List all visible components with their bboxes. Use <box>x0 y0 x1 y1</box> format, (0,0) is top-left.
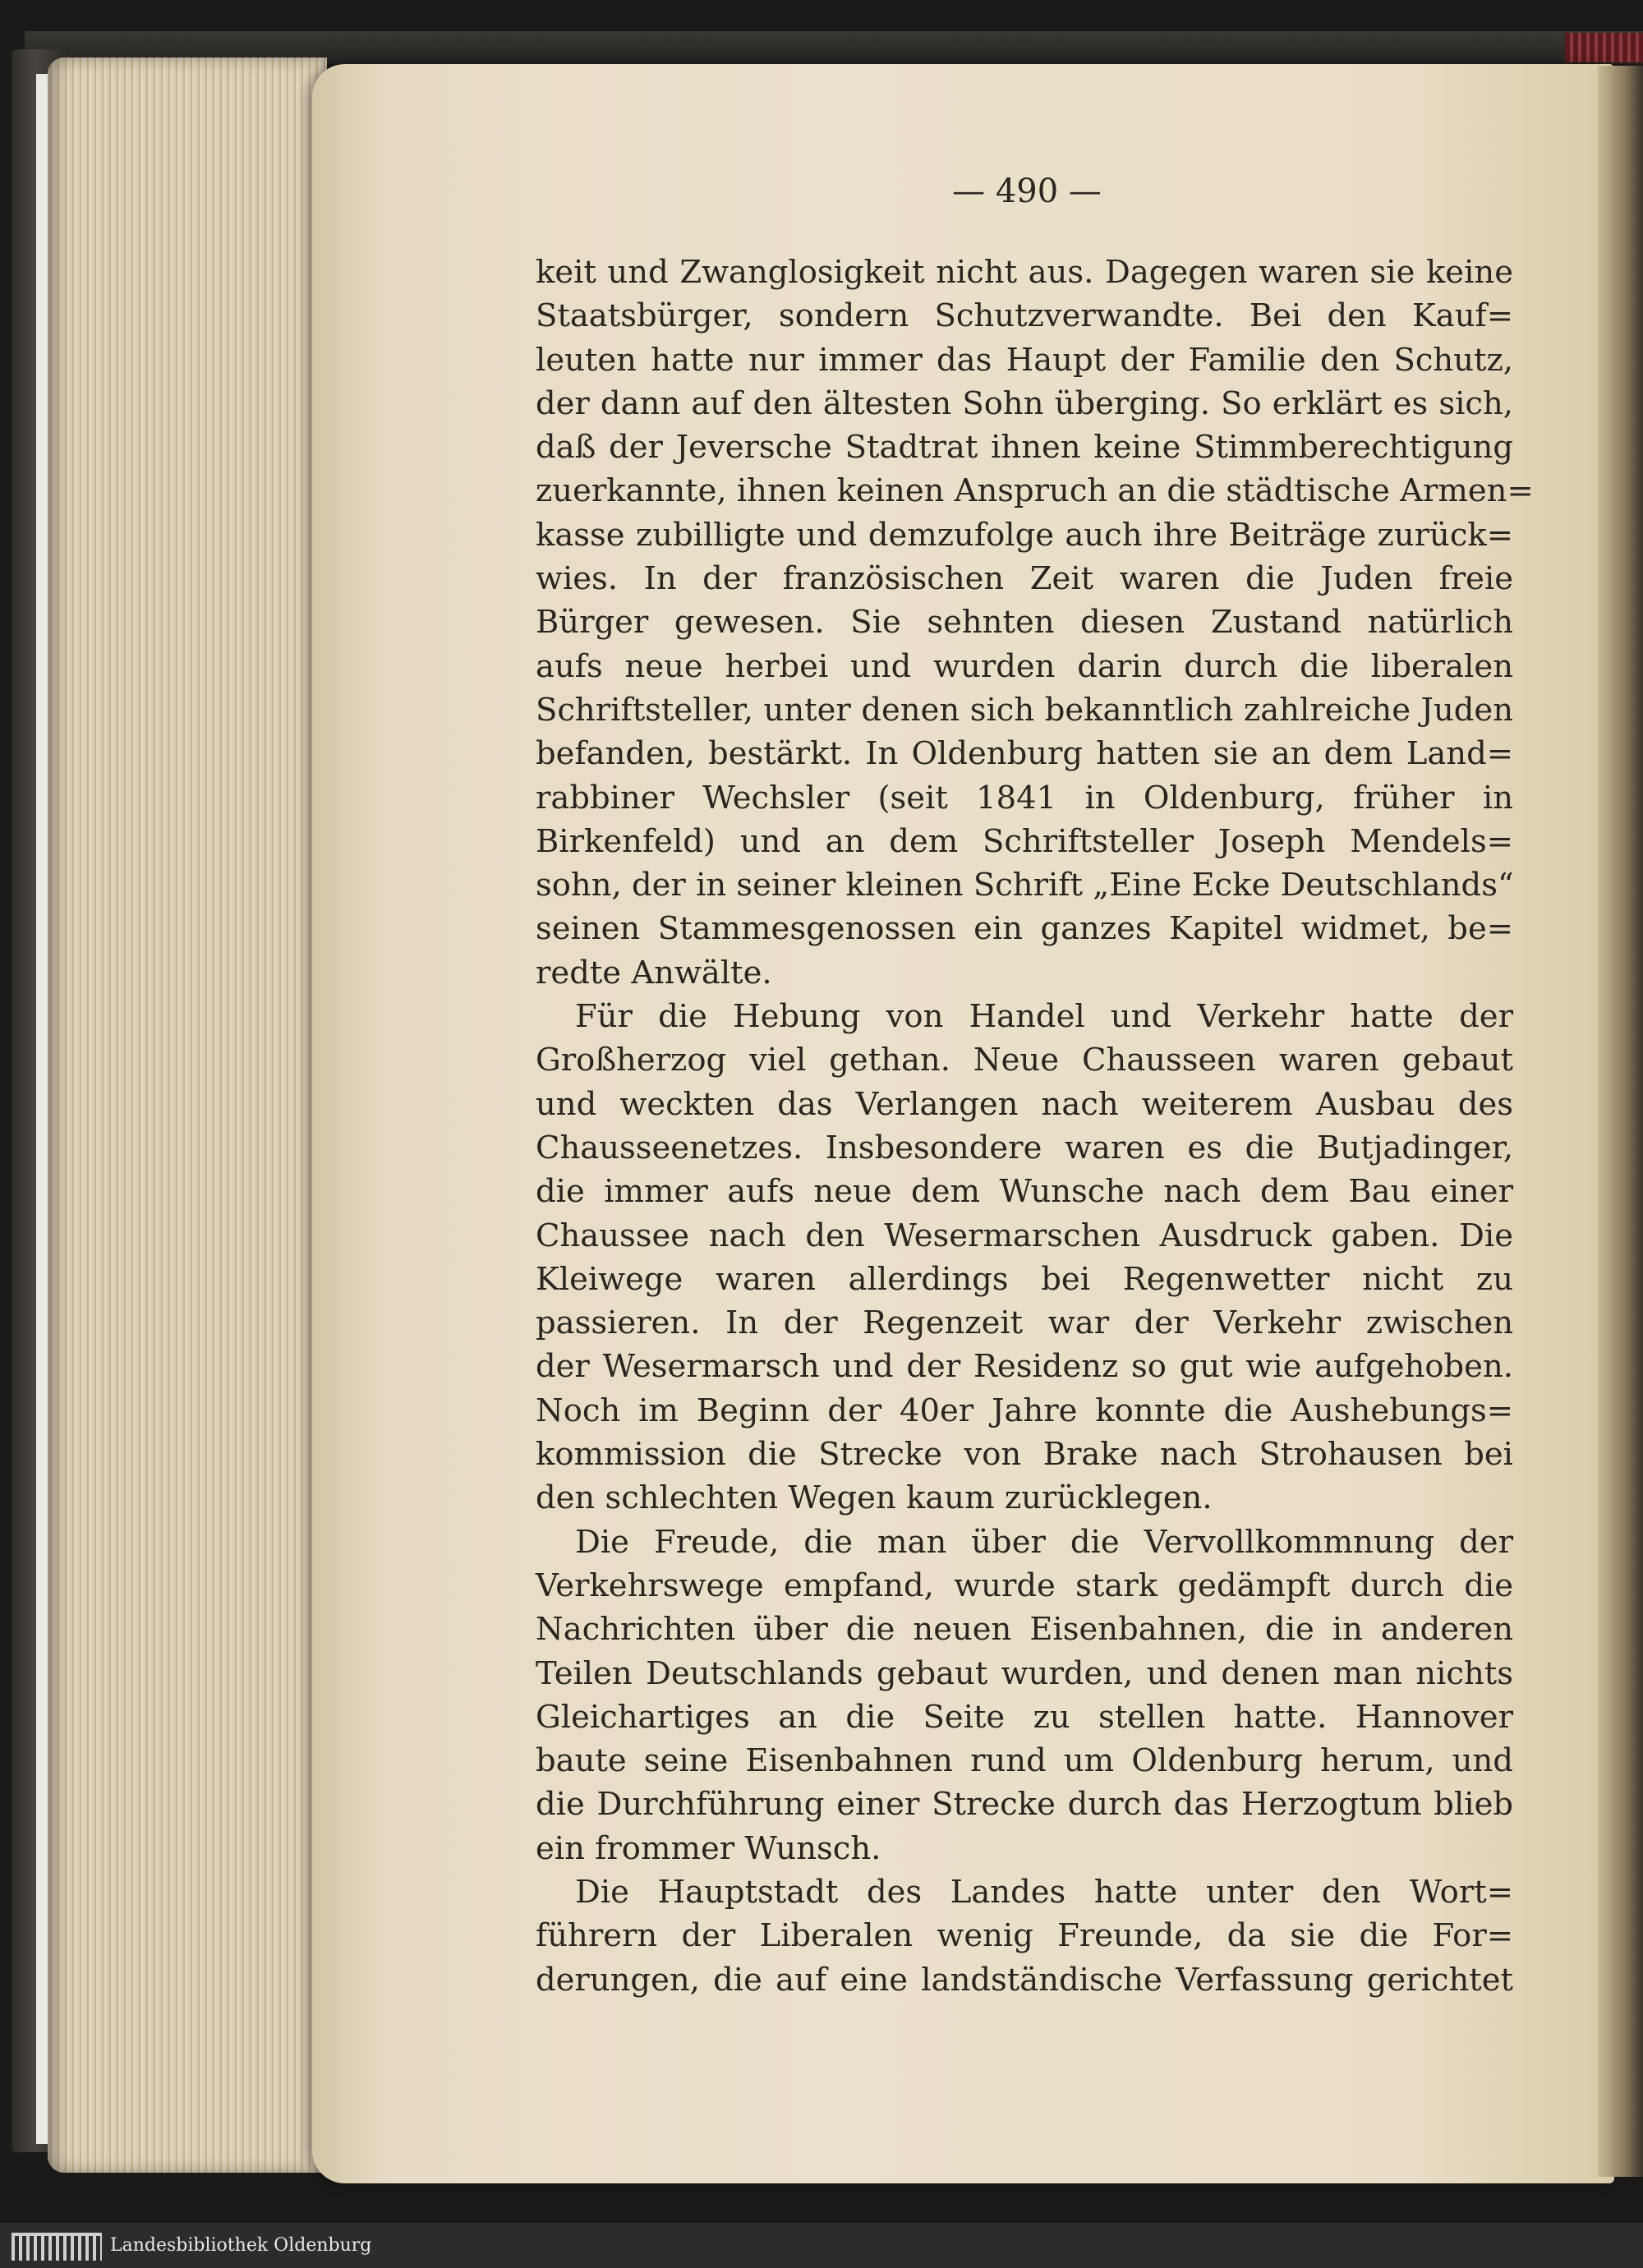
text-line: Gleichartiges an die Seite zu stellen hatte. Hannover <box>536 1698 1513 1736</box>
text-line: Verkehrswege empfand, wurde stark gedämpft durch die <box>536 1566 1513 1604</box>
text-line: rabbiner Wechsler (seit 1841 in Oldenburg, früher in <box>536 779 1513 817</box>
text-line: kasse zubilligte und demzufolge auch ihre Beiträge zurück= <box>536 516 1513 554</box>
text-line: baute seine Eisenbahnen rund um Oldenburg herum, und <box>536 1742 1513 1780</box>
page-gutter <box>1598 66 1643 2177</box>
text-line: Birkenfeld) und an dem Schriftsteller Joseph Mendels= <box>536 822 1513 860</box>
text-line: Bürger gewesen. Sie sehnten diesen Zustand natürlich <box>536 604 1513 642</box>
text-line: und weckten das Verlangen nach weiterem Ausbau des <box>536 1085 1513 1123</box>
text-line: passieren. In der Regenzeit war der Verkehr zwischen <box>536 1304 1513 1342</box>
text-line: kommission die Strecke von Brake nach Strohausen bei <box>536 1436 1513 1474</box>
text-line: Staatsbürger, sondern Schutzverwandte. Bei den Kauf= <box>536 297 1513 335</box>
text-line: sohn, der in seiner kleinen Schrift „Eine Ecke Deutschlands“ <box>536 867 1514 904</box>
text-line: Chaussee nach den Wesermarschen Ausdruck gaben. Die <box>536 1217 1513 1254</box>
text-line: ein frommer Wunsch. <box>536 1829 881 1867</box>
text-line: keit und Zwanglosigkeit nicht aus. Dagegen waren sie keine <box>536 254 1513 291</box>
text-line: führern der Liberalen wenig Freunde, da sie die For= <box>536 1917 1513 1955</box>
page-edges <box>48 58 327 2173</box>
text-line: derungen, die auf eine landständische Verfassung gerichtet <box>536 1961 1513 1999</box>
text-line: Die Hauptstadt des Landes hatte unter den Wort= <box>575 1873 1513 1911</box>
text-line: befanden, bestärkt. In Oldenburg hatten sie an dem Land= <box>536 735 1513 773</box>
text-line: die Durchführung einer Strecke durch das Herzogtum blieb <box>536 1786 1513 1824</box>
text-line: der Wesermarsch und der Residenz so gut wie aufgehoben. <box>536 1348 1513 1386</box>
page-number: — 490 — <box>952 173 1102 210</box>
text-line: Noch im Beginn der 40er Jahre konnte die Aushebungs= <box>536 1392 1513 1429</box>
text-line: Nachrichten über die neuen Eisenbahnen, die in anderen <box>536 1611 1513 1649</box>
bookmark-ribbon <box>1565 33 1643 62</box>
text-line: wies. In der französischen Zeit waren die Juden freie <box>536 560 1513 598</box>
text-line: leuten hatte nur immer das Haupt der Familie den Schutz, <box>536 341 1513 379</box>
text-line: Schriftsteller, unter denen sich bekanntlich zahlreiche Juden <box>536 691 1513 729</box>
text-line: Chausseenetzes. Insbesondere waren es die Butjadinger, <box>536 1129 1513 1166</box>
text-line: die immer aufs neue dem Wunsche nach dem Bau einer <box>536 1173 1513 1211</box>
text-line: Die Freude, die man über die Vervollkommnung der <box>575 1523 1513 1561</box>
text-line: redte Anwälte. <box>536 954 772 991</box>
text-line: der dann auf den ältesten Sohn überging. So erklärt es sich, <box>536 384 1513 422</box>
library-building-icon <box>12 2233 102 2261</box>
text-line: Kleiwege waren allerdings bei Regenwetter nicht zu <box>536 1260 1513 1298</box>
text-line: seinen Stammesgenossen ein ganzes Kapitel widmet, be= <box>536 910 1513 948</box>
text-line: Großherzog viel gethan. Neue Chausseen waren gebaut <box>536 1042 1513 1079</box>
text-line: den schlechten Wegen kaum zurücklegen. <box>536 1479 1213 1517</box>
footer-label: Landesbibliothek Oldenburg <box>110 2235 372 2256</box>
text-line: Für die Hebung von Handel und Verkehr hatte der <box>575 998 1513 1036</box>
text-line: zuerkannte, ihnen keinen Anspruch an die städtische Armen= <box>536 472 1534 510</box>
text-line: daß der Jeversche Stadtrat ihnen keine Stimmberechtigung <box>536 429 1513 467</box>
text-line: aufs neue herbei und wurden darin durch die liberalen <box>536 647 1513 685</box>
text-line: Teilen Deutschlands gebaut wurden, und denen man nichts <box>536 1654 1513 1692</box>
page-text <box>536 251 1534 2002</box>
